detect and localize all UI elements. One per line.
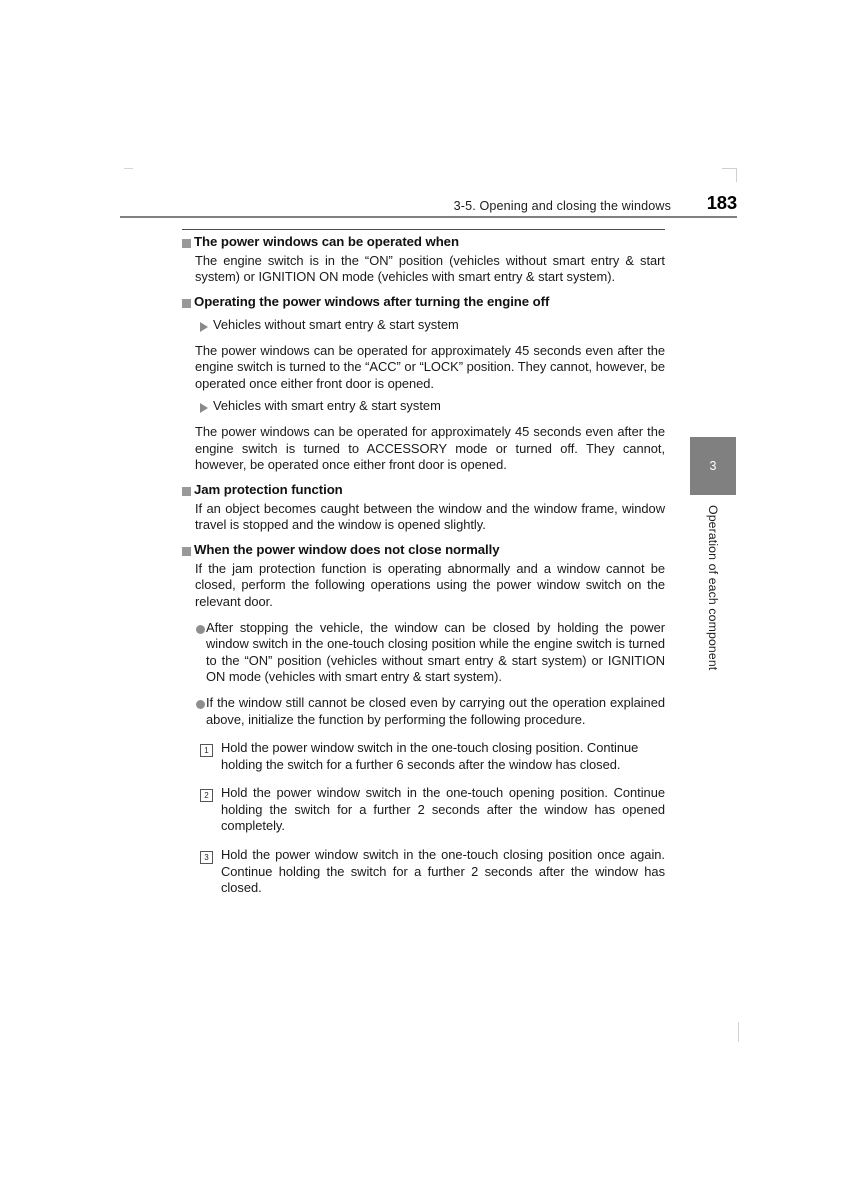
list-item bbox=[196, 695, 665, 728]
round-bullet-icon bbox=[196, 700, 205, 709]
square-bullet-icon bbox=[182, 299, 191, 308]
header-section-title: 3-5. Opening and closing the windows bbox=[453, 199, 671, 213]
step-text: Hold the power window switch in the one-touch opening position. Continue holding the switch for a further 2 seconds after the window has opened completely. bbox=[221, 785, 665, 834]
triangle-right-icon bbox=[200, 322, 208, 332]
step-number-badge: 3 bbox=[200, 851, 213, 864]
step-number-badge: 1 bbox=[200, 744, 213, 757]
chapter-tab-vertical-label bbox=[690, 505, 736, 715]
subheading-vehicles-without-smart-entry bbox=[200, 317, 665, 334]
round-bullet-icon bbox=[196, 625, 205, 634]
header-rule-thick bbox=[120, 216, 737, 218]
crop-mark-top-left bbox=[124, 168, 133, 169]
section-heading-label: The power windows can be operated when bbox=[194, 234, 459, 249]
section-heading-window-does-not-close-normally bbox=[182, 542, 665, 559]
section-1-paragraph: The engine switch is in the “ON” position (vehicles without smart entry & start system) or IGNITION ON mode (vehicles with smart entry & start system). bbox=[195, 252, 665, 285]
section-3-paragraph: If an object becomes caught between the window and the window frame, window travel is stopped and the window is opened slightly. bbox=[195, 500, 665, 533]
content-column bbox=[182, 234, 665, 897]
page-number: 183 bbox=[706, 192, 737, 213]
subheading-label: Vehicles with smart entry & start system bbox=[213, 398, 441, 414]
section-2-sub-2-paragraph: The power windows can be operated for approximately 45 seconds even after the engine switch is turned to ACCESSORY mode or turned off. They cannot, however, be operated once either front door is opened. bbox=[195, 424, 665, 473]
square-bullet-icon bbox=[182, 547, 191, 556]
section-heading-power-windows-operated-when bbox=[182, 234, 665, 251]
triangle-right-icon bbox=[200, 403, 208, 413]
section-heading-label: When the power window does not close normally bbox=[194, 541, 500, 557]
step-text: Hold the power window switch in the one-touch closing position. Continue holding the switch for a further 6 seconds after the window has closed. bbox=[221, 740, 639, 772]
subheading-vehicles-with-smart-entry bbox=[200, 398, 665, 415]
square-bullet-icon bbox=[182, 487, 191, 496]
section-2-sub-1-paragraph: The power windows can be operated for approximately 45 seconds even after the engine switch is turned to the “ACC” or “LOCK” position. They cannot, however, be operated once either front door is opened. bbox=[195, 342, 665, 391]
section-heading-label: Operating the power windows after turning the engine off bbox=[194, 294, 550, 310]
crop-mark-top-right-vertical bbox=[736, 168, 737, 182]
section-4-paragraph: If the jam protection function is operating abnormally and a window cannot be closed, perform the following operations using the power window switch on the relevant door. bbox=[195, 560, 665, 610]
list-item bbox=[196, 620, 665, 686]
list-item-text: If the window still cannot be closed even by carrying out the operation explained above, initialize the function by performing the following procedure. bbox=[206, 694, 665, 727]
chapter-tab bbox=[690, 437, 736, 495]
numbered-step bbox=[200, 847, 665, 897]
chapter-tab-number: 3 bbox=[709, 459, 717, 473]
section-heading-jam-protection-function bbox=[182, 482, 665, 499]
step-number-badge: 2 bbox=[200, 789, 213, 802]
chapter-tab-label-text: Operation of each component bbox=[706, 505, 720, 671]
list-item-text: After stopping the vehicle, the window can be closed by holding the power window switch in the one-touch closing position while the engine switch is turned to the “ON” position (vehicles without smart entry & start system) or IGNITION ON mode (vehicles with smart entry & start system). bbox=[206, 619, 665, 685]
subheading-label: Vehicles without smart entry & start system bbox=[213, 316, 459, 332]
page-header bbox=[120, 188, 737, 214]
section-heading-label: Jam protection function bbox=[194, 481, 343, 497]
square-bullet-icon bbox=[182, 239, 191, 248]
numbered-step bbox=[200, 785, 665, 835]
numbered-step bbox=[200, 740, 665, 773]
section-heading-operating-after-engine-off bbox=[182, 294, 665, 311]
step-text: Hold the power window switch in the one-touch closing position once again. Continue holding the switch for a further 2 seconds after the window has closed. bbox=[221, 846, 665, 896]
crop-mark-bottom-right bbox=[738, 1022, 739, 1042]
crop-mark-top-right-horizontal bbox=[722, 168, 736, 169]
content-rule-thin bbox=[182, 229, 665, 230]
